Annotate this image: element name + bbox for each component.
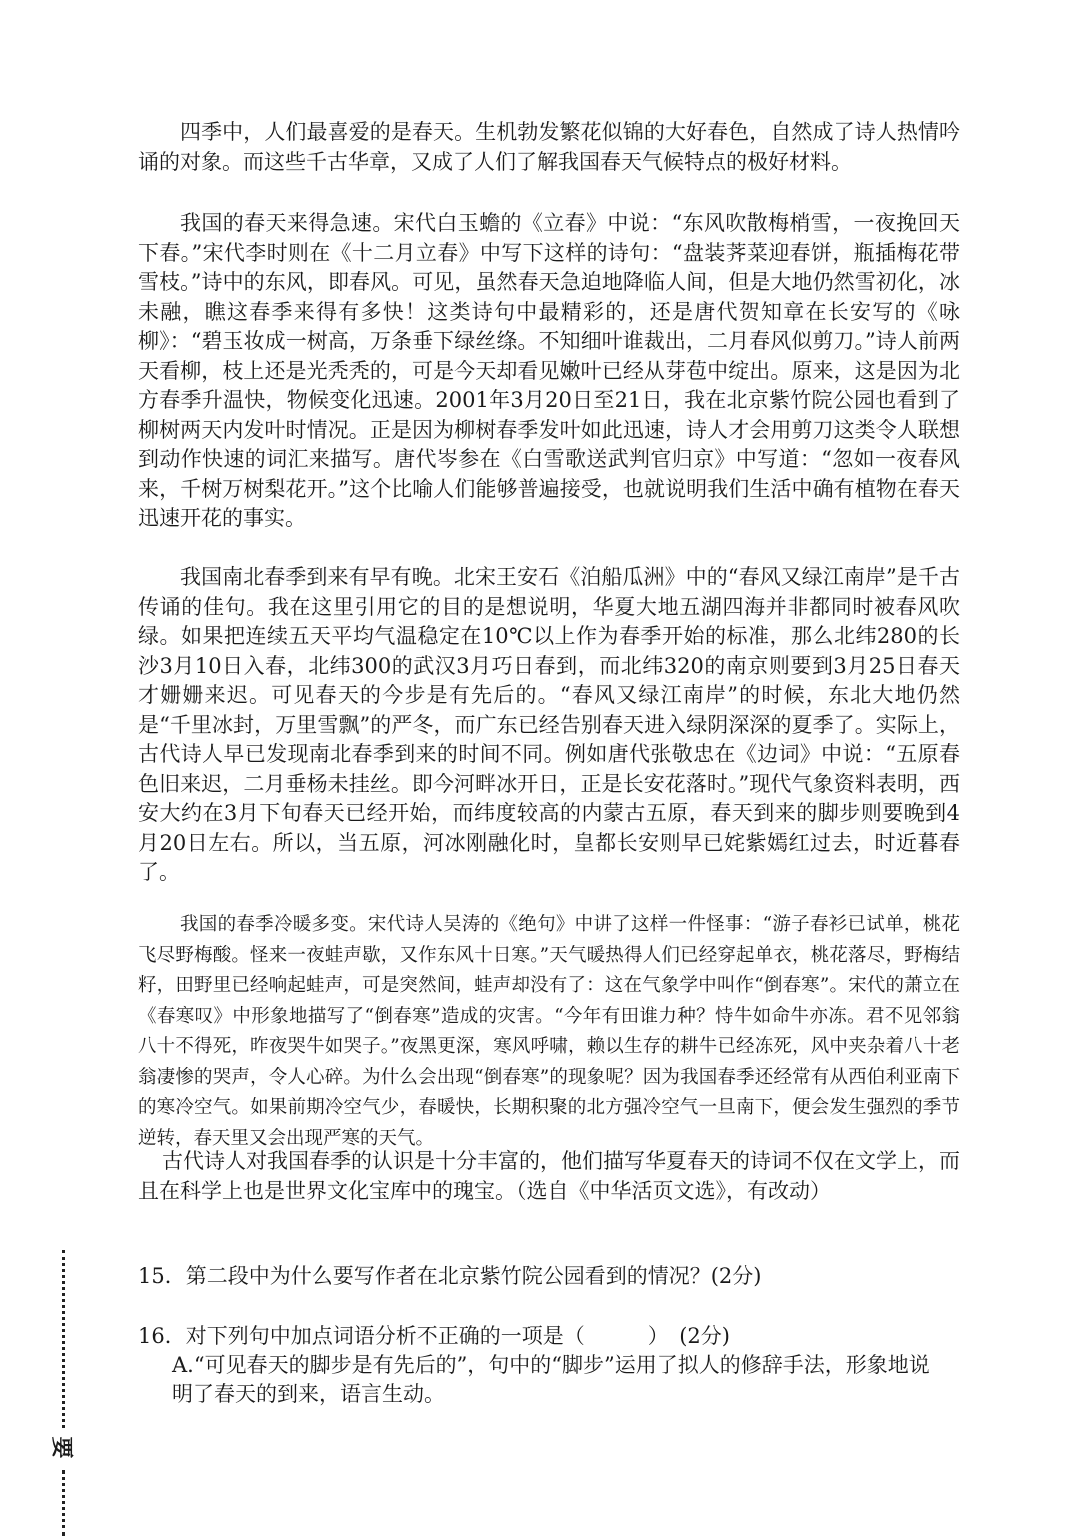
passage-paragraph-5 xyxy=(138,1147,960,1206)
paragraph-text: 我国南北春季到来有早有晚。北宋王安石《泊船瓜洲》中的“春风又绿江南岸”是千古传诵的佳句。我在这里引用它的目的是想说明，华夏大地五湖四海并非都同时被春风吹绿。如果把连续五天平均气温稳定在10℃以上作为春季开始的标准，那么北纬280的长沙3月10日入春，北纬300的武汉3月巧日春到，而北纬320的南京则要到3月25日春天才姗姗来迟。可见春天的今步是有先后的。“春风又绿江南岸”的时候，东北大地仍然是“千里冰封，万里雪飘”的严冬，而广东已经告别春天进入绿阴深深的夏季了。实际上，古代诗人早已发现南北春季到来的时间不同。例如唐代张敬忠在《边词》中说：“五原春色旧来迟，二月垂杨未挂丝。即今河畔冰开日，正是长安花落时。”现代气象资料表明，西安大约在3月下旬春天已经开始，而纬度较高的内蒙古五原，春天到来的脚步则要晚到4月20日左右。所以，当五原，河冰刚融化时，皇都长安则早已姹紫嫣红过去，时近暮春了。 xyxy=(138,565,960,884)
question-16: 16．对下列句中加点词语分析不正确的一项是（ ） (2分) xyxy=(138,1324,730,1348)
question-15: 15．第二段中为什么要写作者在北京紫竹院公园看到的情况？(2分) xyxy=(138,1264,762,1288)
paragraph-text: 四季中，人们最喜爱的是春天。生机勃发繁花似锦的大好春色，自然成了诗人热情吟诵的对象。而这些千古华章，又成了人们了解我国春天气候特点的极好材料。 xyxy=(138,120,960,174)
passage-paragraph-1 xyxy=(138,118,960,177)
passage-paragraph-3 xyxy=(138,563,960,888)
paragraph-text: 我国的春季冷暖多变。宋代诗人吴涛的《绝句》中讲了这样一件怪事：“游子春衫已试单，桃花飞尽野梅酸。怪来一夜蛙声歇，又作东风十日寒。”天气暖热得人们已经穿起单衣，桃花落尽，野梅结籽，田野里已经响起蛙声，可是突然间，蛙声却没有了：这在气象学中叫作“倒春寒”。宋代的萧立在《春寒叹》中形象地描写了“倒春寒”造成的灾害。“今年有田谁力种？恃牛如命牛亦冻。君不见邻翁八十不得死，昨夜哭牛如哭子。”夜黑更深，寒风呼啸，赖以生存的耕牛已经冻死，风中夹杂着八十老翁凄惨的哭声，令人心碎。为什么会出现“倒春寒”的现象呢？因为我国春季还经常有从西伯利亚南下的寒冷空气。如果前期冷空气少，春暖快，长期积聚的北方强冷空气一旦南下，便会发生强烈的季节逆转，春天里又会出现严寒的天气。 xyxy=(138,914,960,1149)
paragraph-text: 我国的春天来得急速。宋代白玉蟾的《立春》中说：“东风吹散梅梢雪，一夜挽回天下春。”宋代李时则在《十二月立春》中写下这样的诗句：“盘装荠菜迎春饼，瓶插梅花带雪枝。”诗中的东风，即春风。可见，虽然春天急迫地降临人间，但是大地仍然雪初化，冰未融，瞧这春季来得有多快！这类诗句中最精彩的，还是唐代贺知章在长安写的《咏柳》：“碧玉妆成一树高，万条垂下绿丝绦。不知细叶谁裁出，二月春风似剪刀。”诗人前两天看柳，枝上还是光秃秃的，可是今天却看见嫩叶已经从芽苞中绽出。原来，这是因为北方春季升温快，物候变化迅速。2001年3月20日至21日，我在北京紫竹院公园也看到了柳树两天内发叶时情况。正是因为柳树春季发叶如此迅速，诗人才会用剪刀这类令人联想到动作快速的词汇来描写。唐代岑参在《白雪歌送武判官归京》中写道：“忽如一夜春风来，千树万树梨花开。”这个比喻人们能够普遍接受，也就说明我们生活中确有植物在春天迅速开花的事实。 xyxy=(138,211,960,530)
dotted-line-lower xyxy=(62,1470,69,1536)
question-16-option-a: A.“可见春天的脚步是有先后的”，句中的“脚步”运用了拟人的修辞手法，形象地说明了春天的到来，语言生动。 xyxy=(172,1353,930,1406)
paragraph-text: 古代诗人对我国春季的认识是十分丰富的，他们描写华夏春天的诗词不仅在文学上，而且在科学上也是世界文化宝库中的瑰宝。（选自《中华活页文选》，有改动） xyxy=(138,1149,960,1203)
passage-paragraph-2 xyxy=(138,209,960,534)
binding-char: 要 xyxy=(48,1436,74,1459)
binding-margin xyxy=(50,1250,78,1536)
passage-paragraph-4 xyxy=(138,910,960,1154)
dotted-line-upper xyxy=(62,1250,69,1428)
